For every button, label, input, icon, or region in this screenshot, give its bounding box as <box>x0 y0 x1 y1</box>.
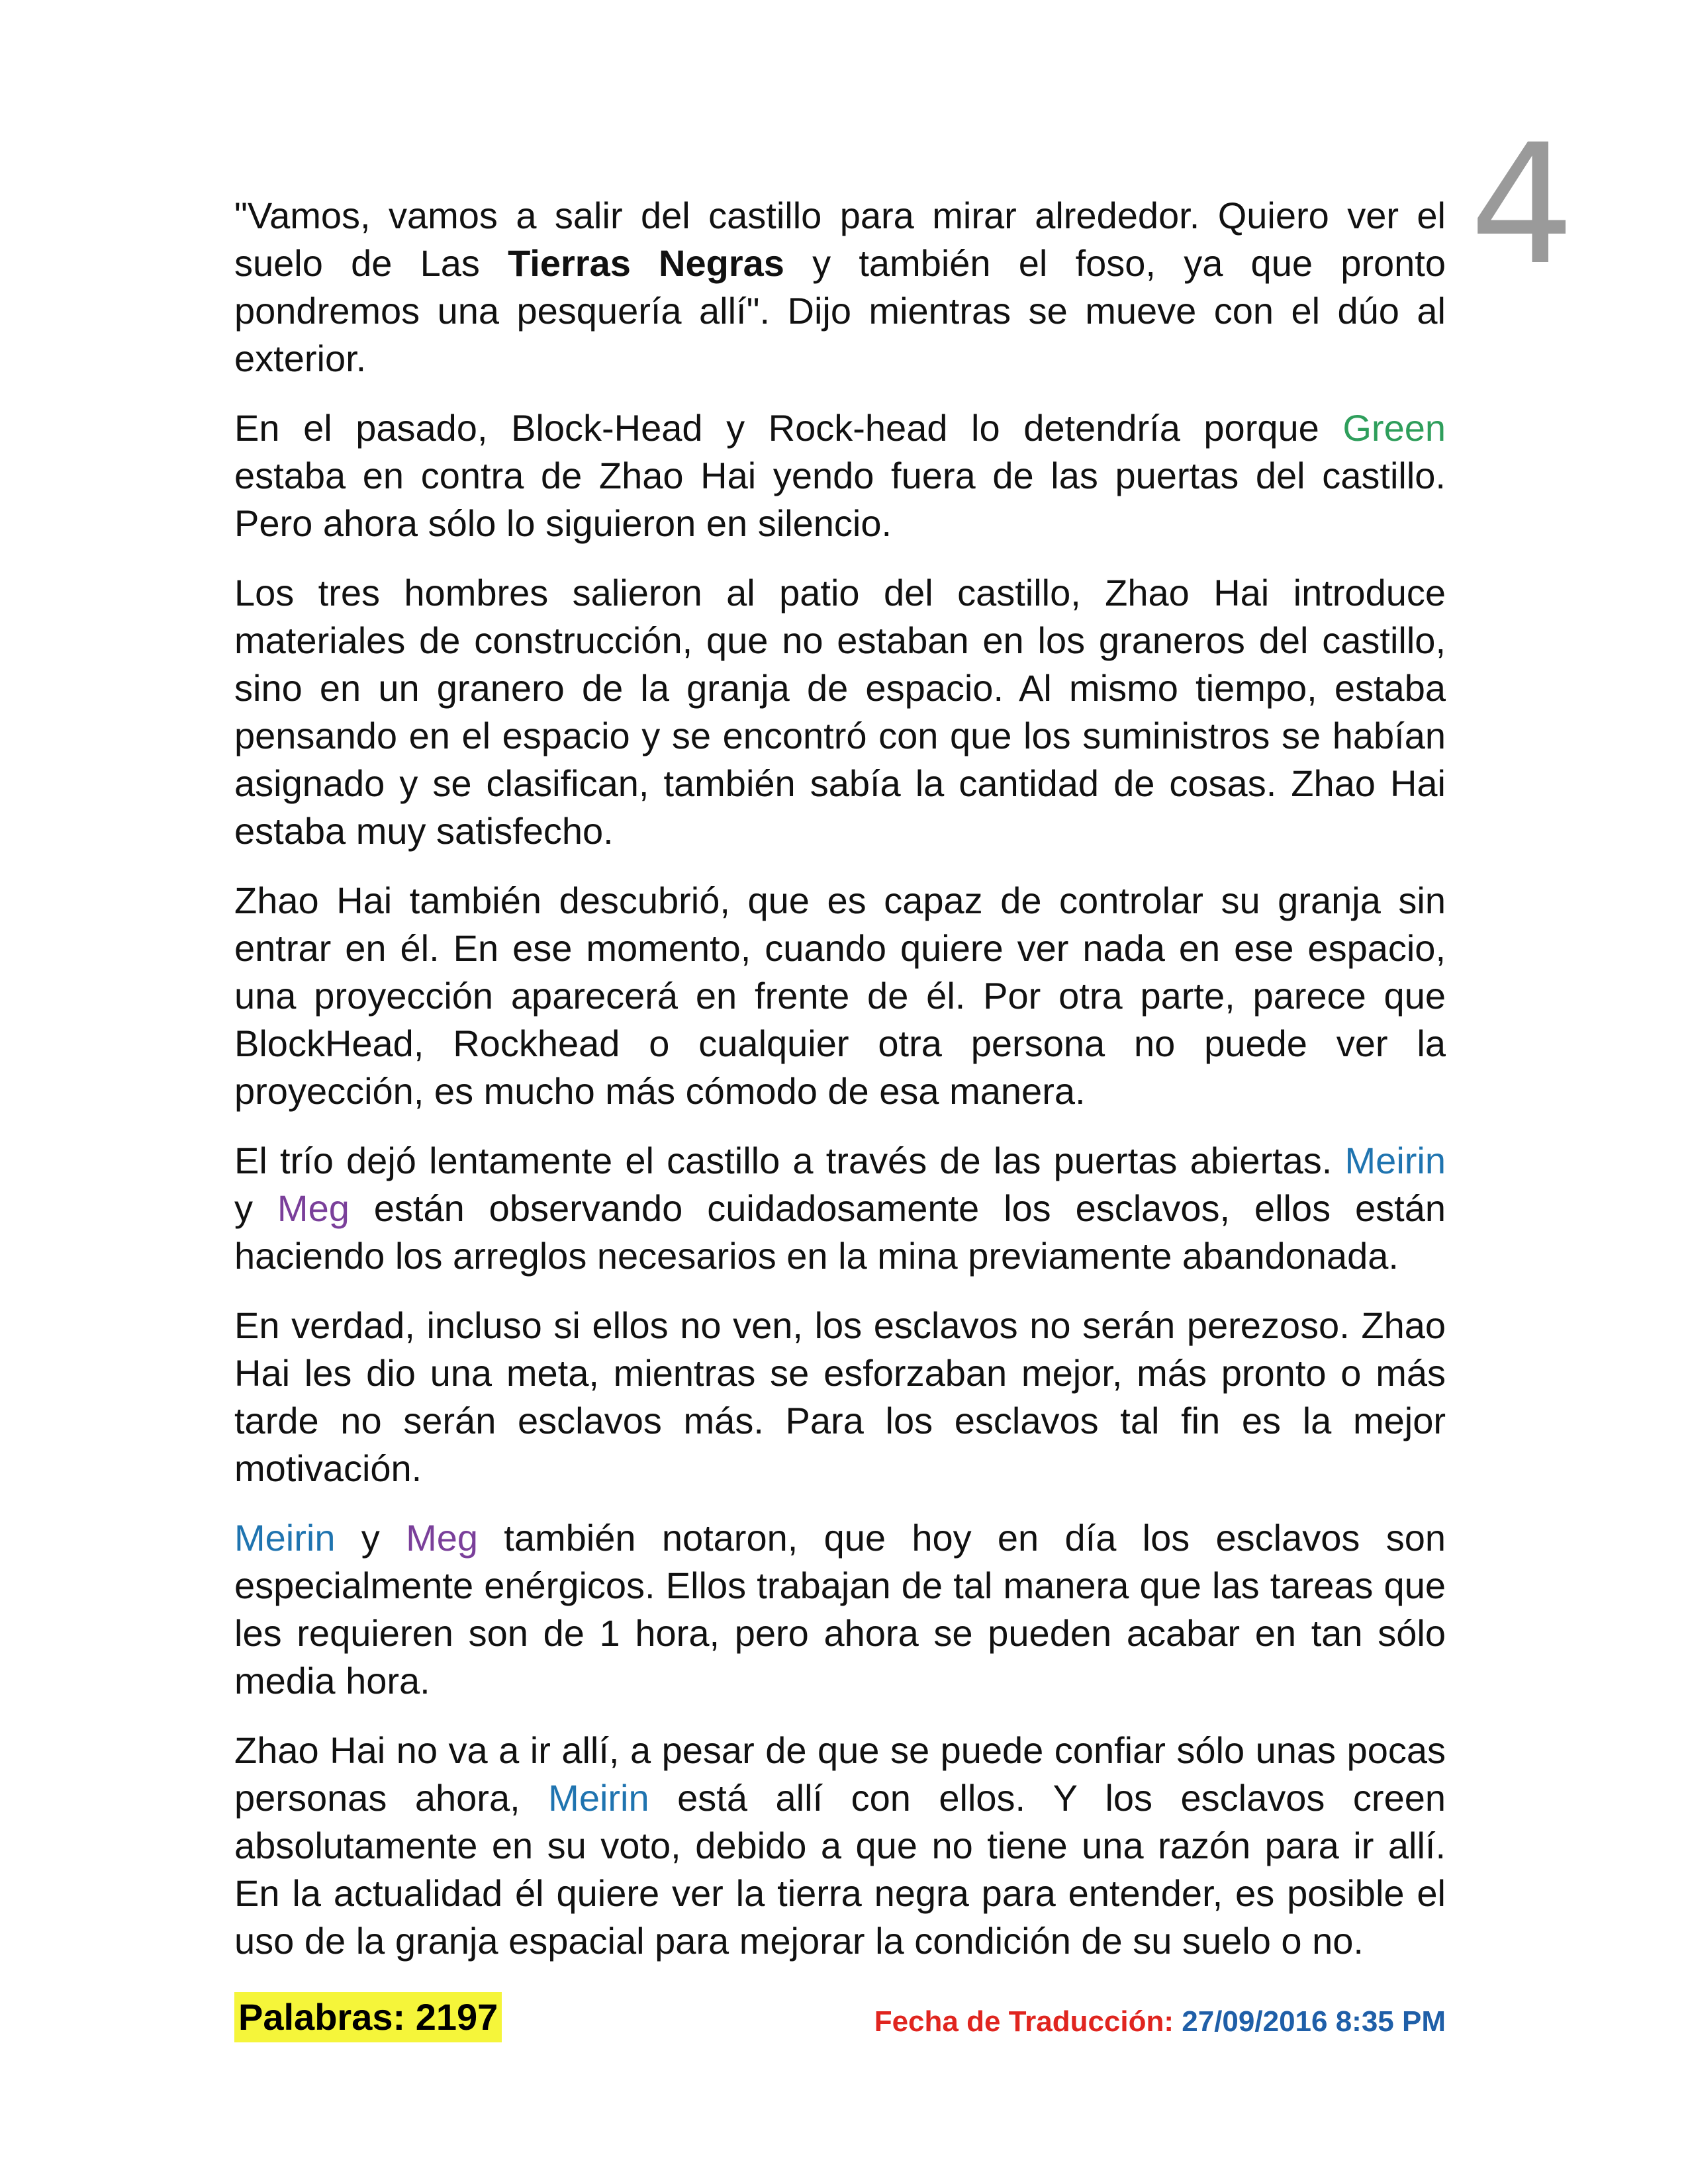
translation-date-label: Fecha de Traducción: <box>874 2005 1174 2038</box>
page-number: 4 <box>1470 109 1575 301</box>
paragraph <box>234 1727 1446 1965</box>
paragraph <box>234 1302 1446 1492</box>
paragraph-text: En el pasado, Block-Head y Rock-head lo detendría porque <box>234 407 1343 449</box>
character-name: Meg <box>406 1517 478 1559</box>
character-name: Green <box>1342 407 1446 449</box>
paragraph <box>234 1137 1446 1280</box>
translation-date-value: 27/09/2016 8:35 PM <box>1182 2005 1446 2038</box>
translation-date <box>874 2002 1446 2042</box>
paragraph-text: y también el foso, ya que pronto pondremos una pesquería allí". Dijo mientras se mueve con el dúo al exterior. <box>234 242 1446 379</box>
character-name: Meirin <box>548 1777 649 1819</box>
paragraph-text: El trío dejó lentamente el castillo a través de las puertas abiertas. <box>234 1140 1345 1181</box>
paragraph-text: están observando cuidadosamente los esclavos, ellos están haciendo los arreglos necesarios en la mina previamente abandonada. <box>234 1187 1446 1277</box>
document-body <box>234 192 1446 1987</box>
paragraph-text: "Vamos, vamos a salir del castillo para mirar alrededor. Quiero ver el suelo de Las <box>234 195 1446 284</box>
emphasized-text: Tierras Negras <box>508 242 784 284</box>
character-name: Meirin <box>234 1517 336 1559</box>
paragraph <box>234 569 1446 855</box>
character-name: Meirin <box>1344 1140 1446 1181</box>
paragraph-text: En verdad, incluso si ellos no ven, los esclavos no serán perezoso. Zhao Hai les dio una meta, mientras se esforzaban mejor, más pronto o más tarde no serán esclavos más. Para los esclavos tal fin es la mejor motivación. <box>234 1304 1446 1489</box>
word-count-label: Palabras: 2197 <box>234 1992 502 2042</box>
paragraph-text: está allí con ellos. Y los esclavos creen absolutamente en su voto, debido a que no tiene una razón para ir allí. En la actualidad él quiere ver la tierra negra para entender, es posible el uso de la granja espacial para mejorar la condición de su suelo o no. <box>234 1777 1446 1962</box>
paragraph-text: estaba en contra de Zhao Hai yendo fuera de las puertas del castillo. Pero ahora sólo lo siguieron en silencio. <box>234 455 1446 544</box>
paragraph-text: Zhao Hai también descubrió, que es capaz de controlar su granja sin entrar en él. En ese momento, cuando quiere ver nada en ese espacio, una proyección aparecerá en frente de él. Por otra parte, parece que BlockHead, Rockhead o cualquier otra persona no puede ver la proyección, es mucho más cómodo de esa manera. <box>234 880 1446 1112</box>
character-name: Meg <box>277 1187 350 1229</box>
paragraph <box>234 192 1446 383</box>
paragraph-text: Los tres hombres salieron al patio del castillo, Zhao Hai introduce materiales de construcción, que no estaban en los graneros del castillo, sino en un granero de la granja de espacio. Al mismo tiempo, estaba pensando en el espacio y se encontró con que los suministros se habían asignado y se clasifican, también sabía la cantidad de cosas. Zhao Hai estaba muy satisfecho. <box>234 572 1446 852</box>
paragraph-text: también notaron, que hoy en día los esclavos son especialmente enérgicos. Ellos trabajan de tal manera que las tareas que les requieren son de 1 hora, pero ahora se pueden acabar en tan sólo media hora. <box>234 1517 1446 1702</box>
paragraph-text: Zhao Hai no va a ir allí, a pesar de que se puede confiar sólo unas pocas personas ahora, <box>234 1729 1446 1819</box>
paragraph <box>234 1514 1446 1705</box>
paragraph-text: y <box>335 1517 406 1559</box>
paragraph <box>234 404 1446 547</box>
paragraph-text: y <box>234 1187 277 1229</box>
paragraph <box>234 877 1446 1115</box>
